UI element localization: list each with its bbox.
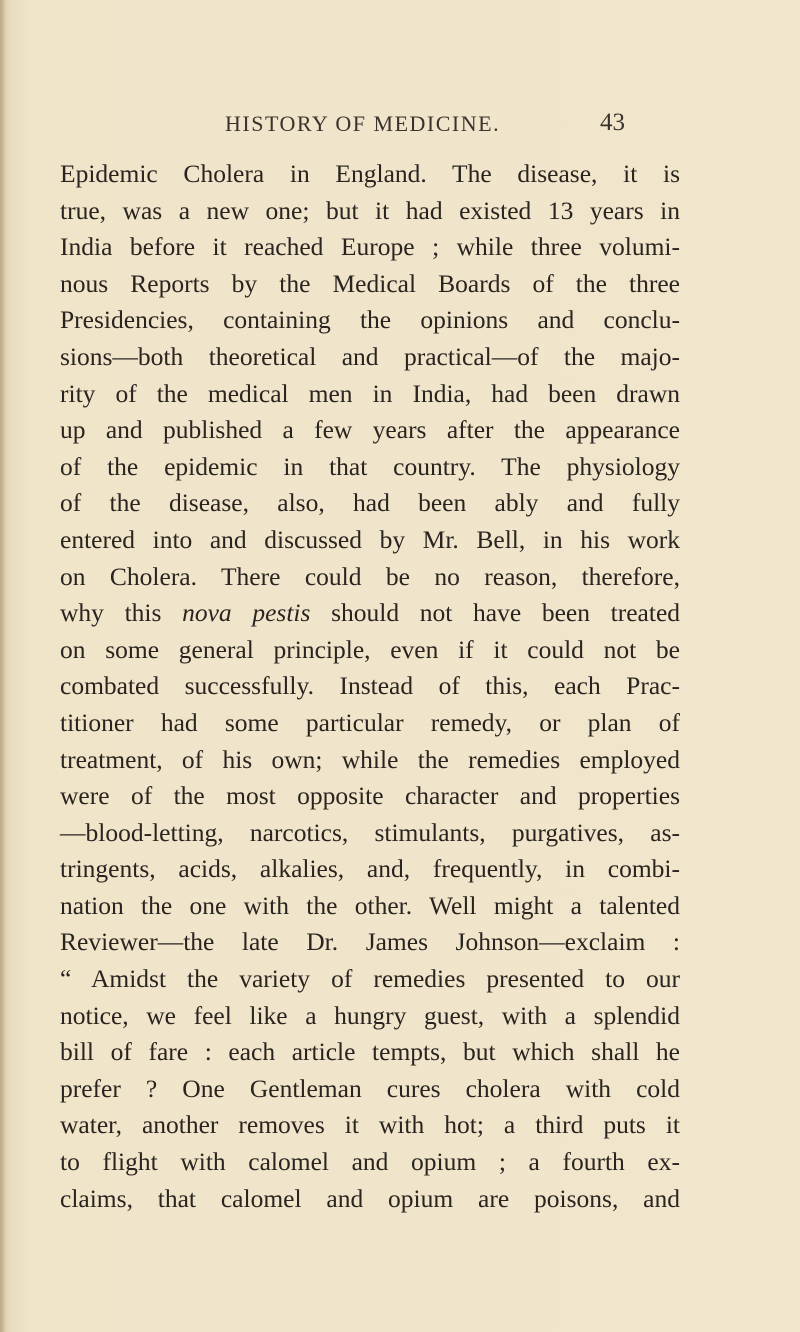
- page-spine-shadow: [0, 0, 6, 1332]
- text-line: sions—both theoretical and practical—of the majo-: [60, 341, 680, 371]
- text-line: Presidencies, containing the opinions and conclu-: [60, 305, 680, 335]
- body-text: [60, 156, 680, 1217]
- text-line: titioner had some particular remedy, or plan of: [60, 707, 680, 737]
- line-text-after: should not have been treated: [310, 598, 681, 628]
- italic-phrase: nova pestis: [182, 598, 311, 628]
- text-line: tringents, acids, alkalies, and, frequently, in combi-: [60, 854, 680, 884]
- text-line: India before it reached Europe ; while three volumi-: [60, 232, 680, 262]
- text-line: of the disease, also, had been ably and fully: [60, 488, 680, 518]
- text-line: of the epidemic in that country. The physiology: [60, 451, 680, 481]
- text-line: on Cholera. There could be no reason, therefore,: [60, 561, 680, 591]
- text-line: were of the most opposite character and properties: [60, 781, 680, 811]
- running-title: HISTORY OF MEDICINE.: [225, 111, 501, 136]
- text-line: rity of the medical men in India, had been drawn: [60, 378, 680, 408]
- text-line: entered into and discussed by Mr. Bell, in his work: [60, 524, 680, 554]
- line-text-before: why this: [60, 598, 183, 628]
- text-line: Reviewer—the late Dr. James Johnson—exclaim :: [60, 927, 680, 957]
- text-line: bill of fare : each article tempts, but which shall he: [60, 1037, 680, 1067]
- text-line: up and published a few years after the appearance: [60, 415, 680, 445]
- text-line: “ Amidst the variety of remedies presented to our: [60, 964, 680, 994]
- text-line: water, another removes it with hot; a third puts it: [60, 1110, 680, 1140]
- text-line-nova-pestis: [60, 595, 680, 632]
- text-line: true, was a new one; but it had existed 13 years in: [60, 195, 680, 225]
- page-header: [60, 111, 710, 141]
- text-line: claims, that calomel and opium are poisons, and: [60, 1183, 680, 1213]
- page-number: 43: [600, 109, 625, 136]
- text-line: on some general principle, even if it could not be: [60, 634, 680, 664]
- text-line: nation the one with the other. Well might a talented: [60, 890, 680, 920]
- text-line: to flight with calomel and opium ; a fourth ex-: [60, 1147, 680, 1177]
- text-line: notice, we feel like a hungry guest, with a splendid: [60, 1000, 680, 1030]
- text-line: —blood-letting, narcotics, stimulants, purgatives, as-: [60, 817, 680, 847]
- text-line: prefer ? One Gentleman cures cholera with cold: [60, 1073, 680, 1103]
- text-line: treatment, of his own; while the remedies employed: [60, 744, 680, 774]
- text-line: combated successfully. Instead of this, each Prac-: [60, 671, 680, 701]
- text-line: Epidemic Cholera in England. The disease, it is: [60, 159, 680, 188]
- text-line: nous Reports by the Medical Boards of the three: [60, 268, 680, 298]
